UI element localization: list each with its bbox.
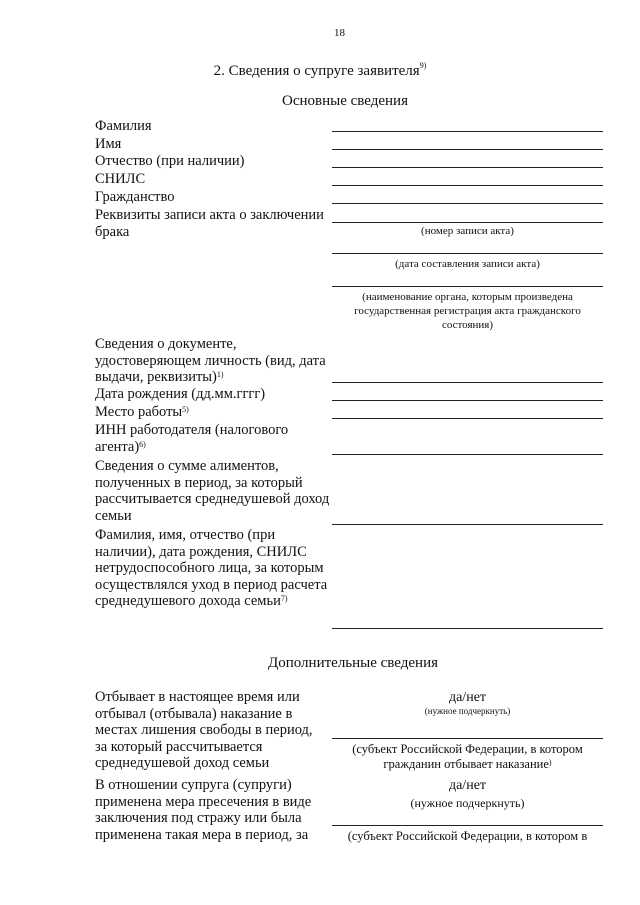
additional-heading: Дополнительные сведения xyxy=(268,655,439,671)
id-document-footnote: 1) xyxy=(216,370,224,379)
label-dependent xyxy=(95,527,330,610)
input-line-id-document[interactable] xyxy=(332,382,603,383)
input-line-record-number[interactable] xyxy=(332,222,603,223)
employer-inn-footnote: 6) xyxy=(139,439,146,449)
caption-record-date: (дата составления записи акта) xyxy=(395,258,540,270)
dependent-footnote: 7) xyxy=(280,594,288,603)
label-patronymic: Отчество (при наличии) xyxy=(95,153,245,169)
label-name: Имя xyxy=(95,136,122,152)
label-employer-inn xyxy=(95,422,327,455)
page-number: 18 xyxy=(334,27,345,39)
label-detention: В отношении супруга (супруги) применена мера пресечения в виде заключения под стражу или была применена такая мера в период, за xyxy=(95,777,312,843)
section-title xyxy=(0,63,640,80)
answer-detention[interactable]: да/нет xyxy=(448,778,487,793)
input-line-birth-date[interactable] xyxy=(332,400,603,401)
input-line-registration-body[interactable] xyxy=(332,286,603,287)
input-line-name[interactable] xyxy=(332,149,603,150)
caption-imprisonment-region xyxy=(332,742,603,772)
section-title-text: 2. Сведения о супруге заявителя xyxy=(213,63,420,79)
label-alimony: Сведения о сумме алиментов, полученных в период, за который рассчитывается среднедушевой доход семьи xyxy=(95,458,330,524)
label-workplace xyxy=(95,404,327,421)
caption-record-number: (номер записи акта) xyxy=(421,225,514,237)
input-line-employer-inn[interactable] xyxy=(332,454,603,455)
answer-imprisonment[interactable]: да/нет xyxy=(448,690,487,705)
input-line-surname[interactable] xyxy=(332,131,603,132)
input-line-alimony[interactable] xyxy=(332,524,603,525)
input-line-imprisonment-region[interactable] xyxy=(332,738,603,739)
caption-registration-body: (наименование органа, которым произведена государственная регистрация акта гражданского состояния) xyxy=(354,291,581,331)
label-birth-date: Дата рождения (дд.мм.гггг) xyxy=(95,386,266,402)
hint-imprisonment: (нужное подчеркнуть) xyxy=(424,706,511,716)
label-imprisonment: Отбывает в настоящее время или отбывал (отбывала) наказание в местах лишения свободы в период, за который рассчитывается среднедушевой доход семьи xyxy=(95,689,313,771)
input-line-workplace[interactable] xyxy=(332,418,603,419)
label-surname: Фамилия xyxy=(95,118,152,134)
caption-detention-region: (субъект Российской Федерации, в котором в xyxy=(347,829,588,843)
workplace-footnote: 5) xyxy=(182,405,189,414)
caption-imprisonment-region-text: (субъект Российской Федерации, в котором гражданин отбывает наказание xyxy=(352,742,583,771)
section-title-footnote: 9) xyxy=(419,61,427,70)
label-workplace-text: Место работы xyxy=(95,404,183,420)
input-line-dependent[interactable] xyxy=(332,628,603,629)
input-line-record-date[interactable] xyxy=(332,253,603,254)
label-id-document-text: Сведения о документе, удостоверяющем личность (вид, дата выдачи, реквизиты) xyxy=(95,336,326,385)
hint-detention: (нужное подчеркнуть) xyxy=(410,796,525,810)
input-line-detention-region[interactable] xyxy=(332,825,603,826)
label-employer-inn-text: ИНН работодателя (налогового агента) xyxy=(95,422,289,455)
label-id-document xyxy=(95,336,327,386)
label-snils: СНИЛС xyxy=(95,171,146,187)
label-marriage-record: Реквизиты записи акта о заключении брака xyxy=(95,207,324,240)
input-line-snils[interactable] xyxy=(332,185,603,186)
input-line-citizenship[interactable] xyxy=(332,203,603,204)
label-citizenship: Гражданство xyxy=(95,189,175,205)
label-dependent-text: Фамилия, имя, отчество (при наличии), дата рождения, СНИЛС нетрудоспособного лица, за которым осуществлялся уход в период расчета среднедушевого дохода семьи xyxy=(95,527,328,609)
basic-heading: Основные сведения xyxy=(282,93,408,109)
imprisonment-footnote: ) xyxy=(548,758,552,767)
input-line-patronymic[interactable] xyxy=(332,167,603,168)
